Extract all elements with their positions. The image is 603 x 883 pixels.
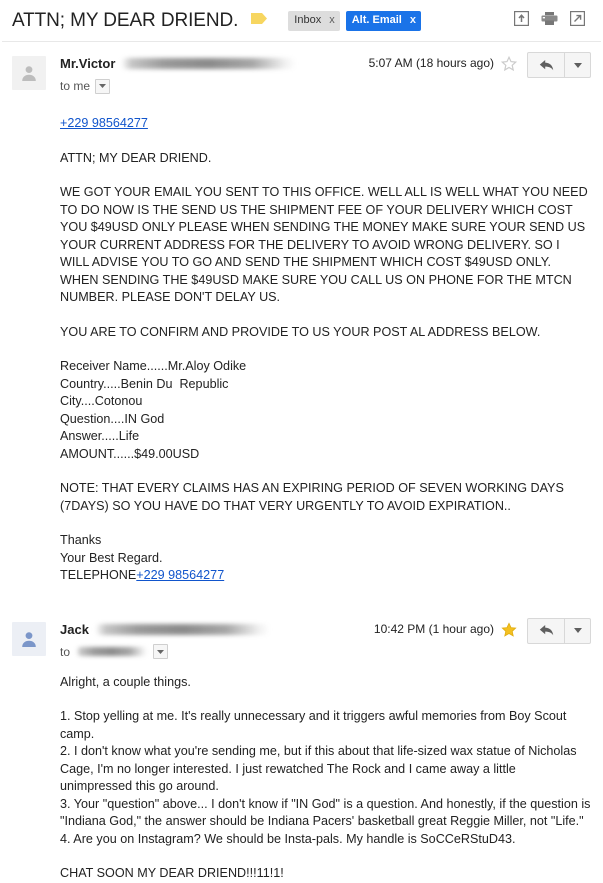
signature-phone-link[interactable]: +229 98564277 (136, 568, 225, 582)
reply-intro: Alright, a couple things. (60, 674, 191, 689)
reply-button[interactable] (527, 618, 565, 644)
reply-button-group (527, 52, 591, 78)
blue-person-avatar-icon (19, 629, 39, 649)
message-body (60, 94, 591, 585)
reply-button[interactable] (527, 52, 565, 78)
sender-row (60, 620, 374, 639)
label-chip-alt-email[interactable] (346, 11, 421, 31)
detail-amount: AMOUNT......$49.00USD (60, 446, 200, 461)
signature-telephone-row (60, 567, 591, 585)
label-chip-inbox-remove[interactable]: x (329, 14, 335, 26)
page-title: ATTN; MY DEAR DRIEND. (12, 10, 239, 31)
detail-answer: Answer.....Life (60, 429, 140, 443)
redacted-sender-email (121, 58, 296, 69)
redacted-sender-email (95, 624, 270, 635)
signature-telephone-label: TELEPHONE (60, 568, 137, 582)
reply-item-4: 4. Are you on Instagram? We should be Insta-pals. My handle is SoCCeRStuD43. (60, 831, 516, 846)
label-tag-icon (251, 12, 268, 30)
default-person-avatar-icon (19, 63, 39, 83)
message-header-right (374, 620, 591, 644)
recipient-label: to (60, 644, 71, 659)
detail-receiver-name: Receiver Name......Mr.Aloy Odike (60, 359, 247, 373)
message-timestamp: 10:42 PM (1 hour ago) (373, 621, 494, 636)
reply-arrow-icon (539, 624, 554, 637)
message-header-right (369, 54, 591, 78)
body-note: NOTE: THAT EVERY CLAIMS HAS AN EXPIRING PERIOD OF SEVEN WORKING DAYS (7DAYS) SO YOU HAVE DO THAT VERY URGENTLY TO AVOID EXPIRATION.. (60, 481, 564, 513)
recipient-row (60, 78, 369, 94)
body-paragraph-2: YOU ARE TO CONFIRM AND PROVIDE TO US YOUR POST AL ADDRESS BELOW. (60, 324, 541, 339)
avatar (12, 56, 46, 90)
body-salutation: ATTN; MY DEAR DRIEND. (60, 150, 212, 165)
header-action-buttons (514, 11, 591, 31)
message-header (12, 608, 591, 660)
chevron-down-icon (574, 63, 582, 68)
label-chip-alt-email-remove[interactable]: x (409, 14, 416, 26)
message-item[interactable] (0, 585, 603, 883)
move-to-inbox-icon[interactable] (514, 11, 529, 31)
print-icon[interactable] (541, 11, 558, 31)
star-icon[interactable] (501, 56, 517, 77)
recipient-row (60, 644, 374, 660)
chevron-down-icon (574, 628, 582, 633)
reply-button-group (527, 618, 591, 644)
label-chip-inbox-text: Inbox (294, 14, 322, 26)
star-icon[interactable] (501, 622, 517, 643)
avatar (12, 622, 46, 656)
sender-row (60, 54, 369, 73)
recipient-details-dropdown[interactable] (95, 79, 110, 94)
message-header (12, 42, 591, 94)
message-timestamp: 5:07 AM (18 hours ago) (368, 56, 494, 70)
body-paragraph-1: WE GOT YOUR EMAIL YOU SENT TO THIS OFFICE. WELL ALL IS WELL WHAT YOU NEED TO DO NOW IS THE SEND US THE SHIPMENT FEE OF YOUR DELIVERY WHICH COST YOU $49USD ONLY PLEASE WHEN SENDING THE MONEY MAKE SURE YOUR SEND US YOUR CURRENT ADDRESS FOR THE DELIVERY TO AVOID WRONG DELIVERY. SO I WILL ADVISE YOU TO GO AND SEND THE SHIPMENT WHICH COST $49USD ONLY. WHEN SENDING THE $49USD MAKE SURE YOU CALL US ON PHONE FOR THE MTCN NUMBER. PLEASE DON'T DELAY US. (60, 185, 588, 304)
sender-name: Mr.Victor (60, 56, 116, 71)
label-chip-alt-email-text: Alt. Email (351, 14, 402, 26)
more-options-button[interactable] (565, 52, 591, 78)
message-header-main (60, 54, 369, 94)
detail-city: City....Cotonou (60, 394, 143, 408)
reply-closing: CHAT SOON MY DEAR DRIEND!!!11!1! (60, 866, 284, 880)
message-header-main (60, 620, 374, 660)
reply-item-2: 2. I don't know what you're sending me, but if this about that life-sized wax statue of Nicholas Cage, I'm no longer interested. I just rewatched The Rock and I came away a little unimpressed this go around. (60, 744, 577, 793)
signature-thanks: Thanks (60, 533, 102, 547)
sender-name: Jack (60, 621, 89, 637)
recipient-label: to me (60, 79, 91, 93)
redacted-recipient-email (76, 647, 148, 656)
phone-link[interactable]: +229 98564277 (60, 116, 148, 130)
label-chip-list (288, 11, 421, 31)
receiver-details-list (60, 358, 591, 463)
open-in-new-window-icon[interactable] (570, 11, 585, 31)
detail-question: Question....IN God (60, 411, 165, 426)
phone-link-top (60, 104, 591, 133)
message-body (60, 660, 591, 883)
message-item[interactable] (0, 42, 603, 585)
label-chip-inbox[interactable] (288, 11, 339, 31)
subject-header-bar (0, 0, 603, 32)
recipient-details-dropdown[interactable] (153, 644, 168, 659)
reply-item-3: 3. Your "question" above... I don't know if "IN God" is a question. And honestly, if the question is "Indiana God," the answer should be Indiana Pacers' basketball great Reggie Miller, not "Life." (60, 796, 591, 828)
signature-regard: Your Best Regard. (60, 550, 163, 565)
reply-item-1: 1. Stop yelling at me. It's really unnecessary and it triggers awful memories from Boy Scout camp. (60, 709, 567, 741)
more-options-button[interactable] (565, 618, 591, 644)
detail-country: Country.....Benin Du Republic (60, 376, 229, 391)
reply-arrow-icon (539, 59, 554, 72)
